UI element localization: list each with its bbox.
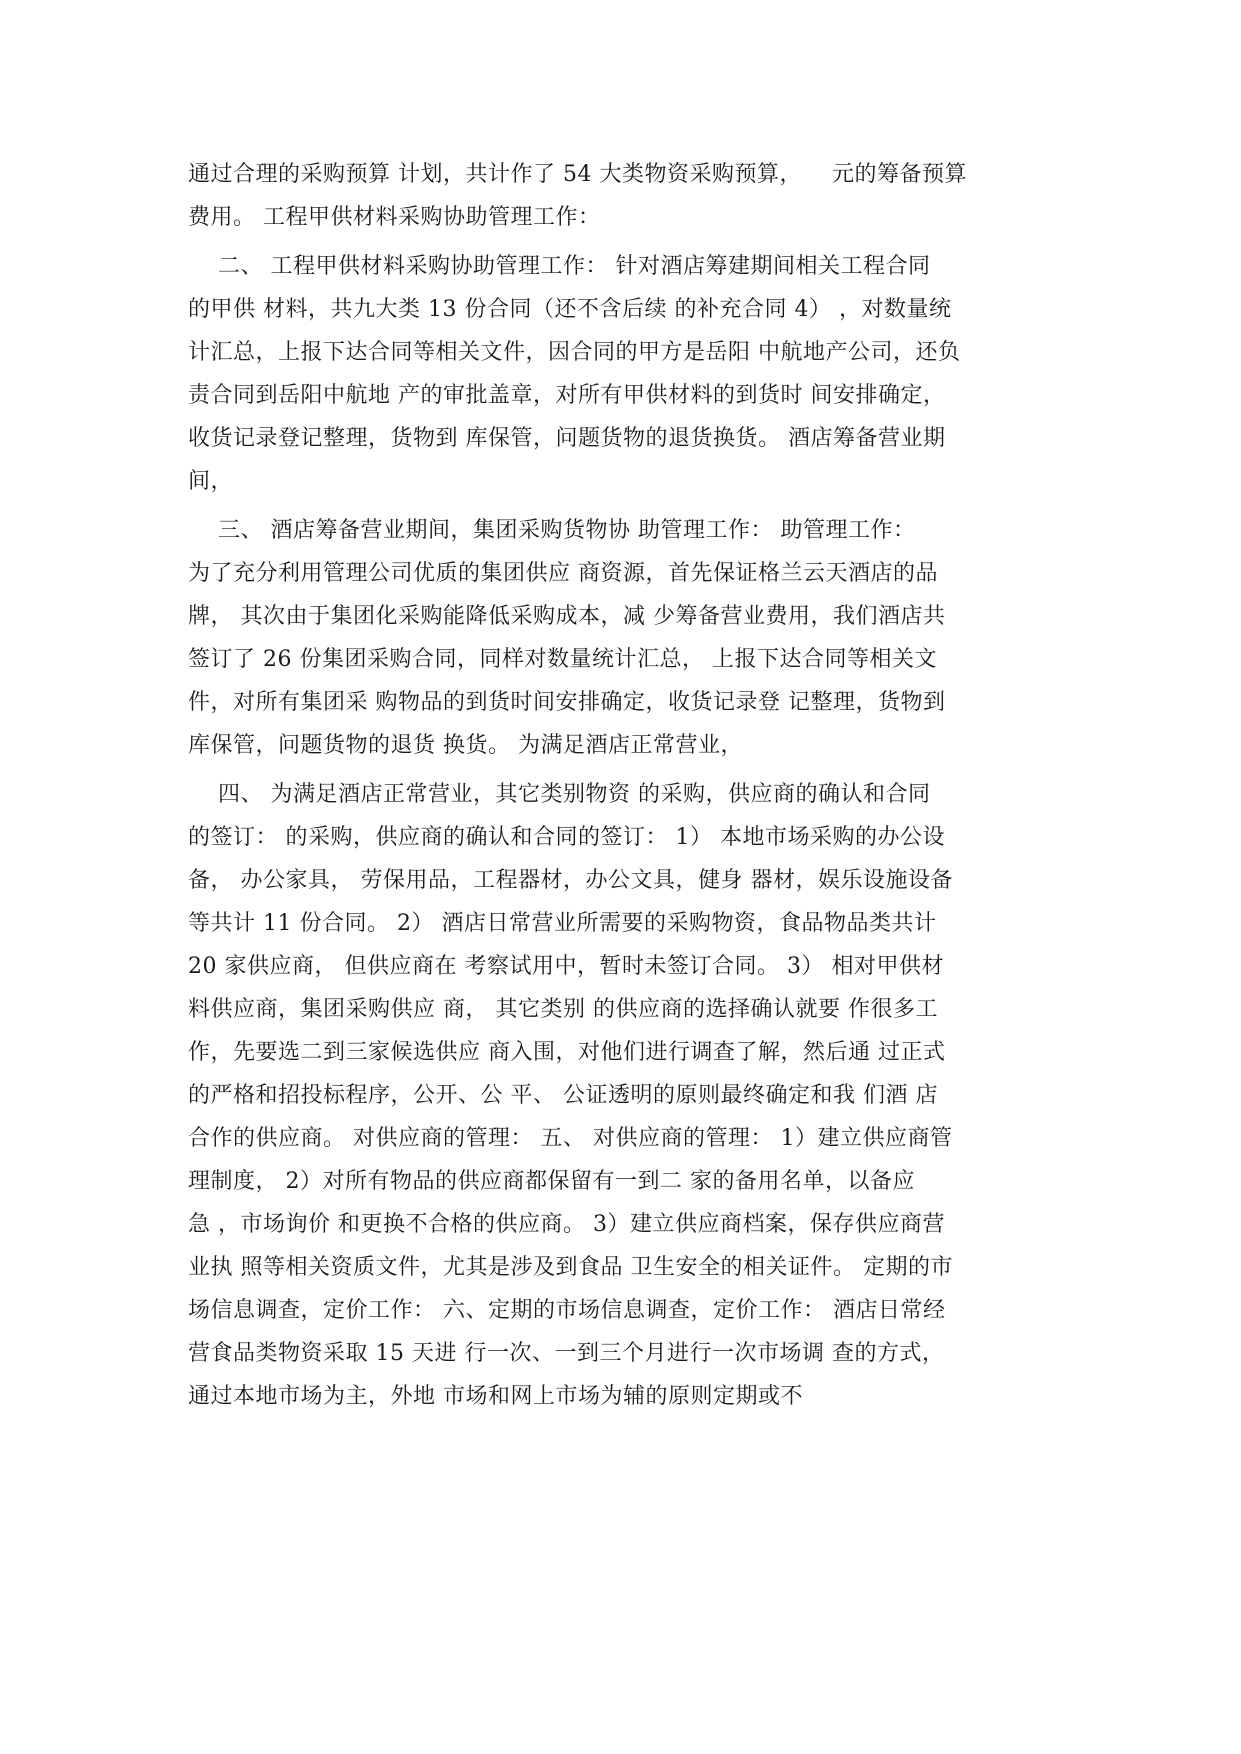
text-line: 牌， 其次由于集团化采购能降低采购成本，减 少筹备营业费用，我们酒店共 <box>188 604 946 629</box>
text-line: 签订了 26 份集团采购合同，同样对数量统计汇总， 上报下达合同等相关文 <box>188 647 937 672</box>
text-line: 的甲供 材料，共九大类 13 份合同（还不含后续 的补充合同 4） ，对数量统 <box>188 297 952 322</box>
text-line: 件，对所有集团采 购物品的到货时间安排确定，收货记录登 记整理，货物到 <box>188 690 946 715</box>
text-line: 急 ，市场询价 和更换不合格的供应商。 3）建立供应商档案，保存供应商营 <box>188 1212 945 1237</box>
text-line: 的签订： 的采购，供应商的确认和合同的签订： 1） 本地市场采购的办公设 <box>188 825 945 850</box>
text-line: 等共计 11 份合同。 2） 酒店日常营业所需要的采购物资，食品物品类共计 <box>188 911 937 936</box>
text-line: 合作的供应商。 对供应商的管理： 五、 对供应商的管理： 1）建立供应商管 <box>188 1126 953 1151</box>
section-heading-line: 三、 酒店筹备营业期间，集团采购货物协 助管理工作： 助管理工作： <box>188 518 916 543</box>
text-line: 业执 照等相关资质文件，尤其是涉及到食品 卫生安全的相关证件。 定期的市 <box>188 1255 953 1280</box>
text-line: 间， <box>188 469 234 494</box>
text-line: 作，先要选二到三家候选供应 商入围，对他们进行调查了解，然后通 过正式 <box>188 1040 946 1065</box>
section-heading-line: 二、 工程甲供材料采购协助管理工作： 针对酒店筹建期间相关工程合同 <box>188 254 931 279</box>
text-line: 的严格和招投标程序，公开、公 平、 公证透明的原则最终确定和我 们酒 店 <box>188 1083 938 1108</box>
text-line: 通过本地市场为主，外地 市场和网上市场为辅的原则定期或不 <box>188 1384 803 1409</box>
text-line: 20 家供应商， 但供应商在 考察试用中，暂时未签订合同。 3） 相对甲供材 <box>188 954 944 979</box>
text-line: 计汇总，上报下达合同等相关文件，因合同的甲方是岳阳 中航地产公司，还负 <box>188 340 961 365</box>
document-body <box>188 153 1048 1418</box>
section-heading-line: 四、 为满足酒店正常营业，其它类别物资 的采购，供应商的确认和合同 <box>188 782 931 807</box>
text-line: 通过合理的采购预算 计划，共计作了 54 大类物资采购预算， 元的筹备预算 <box>188 162 967 187</box>
text-line: 场信息调查，定价工作： 六、定期的市场信息调查，定价工作： 酒店日常经 <box>188 1298 946 1323</box>
text-line: 理制度， 2）对所有物品的供应商都保留有一到二 家的备用名单，以备应 <box>188 1169 915 1194</box>
text-line: 责合同到岳阳中航地 产的审批盖章，对所有甲供材料的到货时 间安排确定， <box>188 383 946 408</box>
text-line: 费用。 工程甲供材料采购协助管理工作： <box>188 205 601 230</box>
text-line: 库保管，问题货物的退货 换货。 为满足酒店正常营业， <box>188 733 743 758</box>
text-line: 收货记录登记整理，货物到 库保管，问题货物的退货换货。 酒店筹备营业期 <box>188 426 946 451</box>
text-line: 为了充分利用管理公司优质的集团供应 商资源，首先保证格兰云天酒店的品 <box>188 561 938 586</box>
text-line: 料供应商，集团采购供应 商， 其它类别 的供应商的选择确认就要 作很多工 <box>188 997 938 1022</box>
text-line: 备， 办公家具， 劳保用品，工程器材，办公文具，健身 器材，娱乐设施设备 <box>188 868 953 893</box>
text-line: 营食品类物资采取 15 天进 行一次、一到三个月进行一次市场调 查的方式， <box>188 1341 945 1366</box>
